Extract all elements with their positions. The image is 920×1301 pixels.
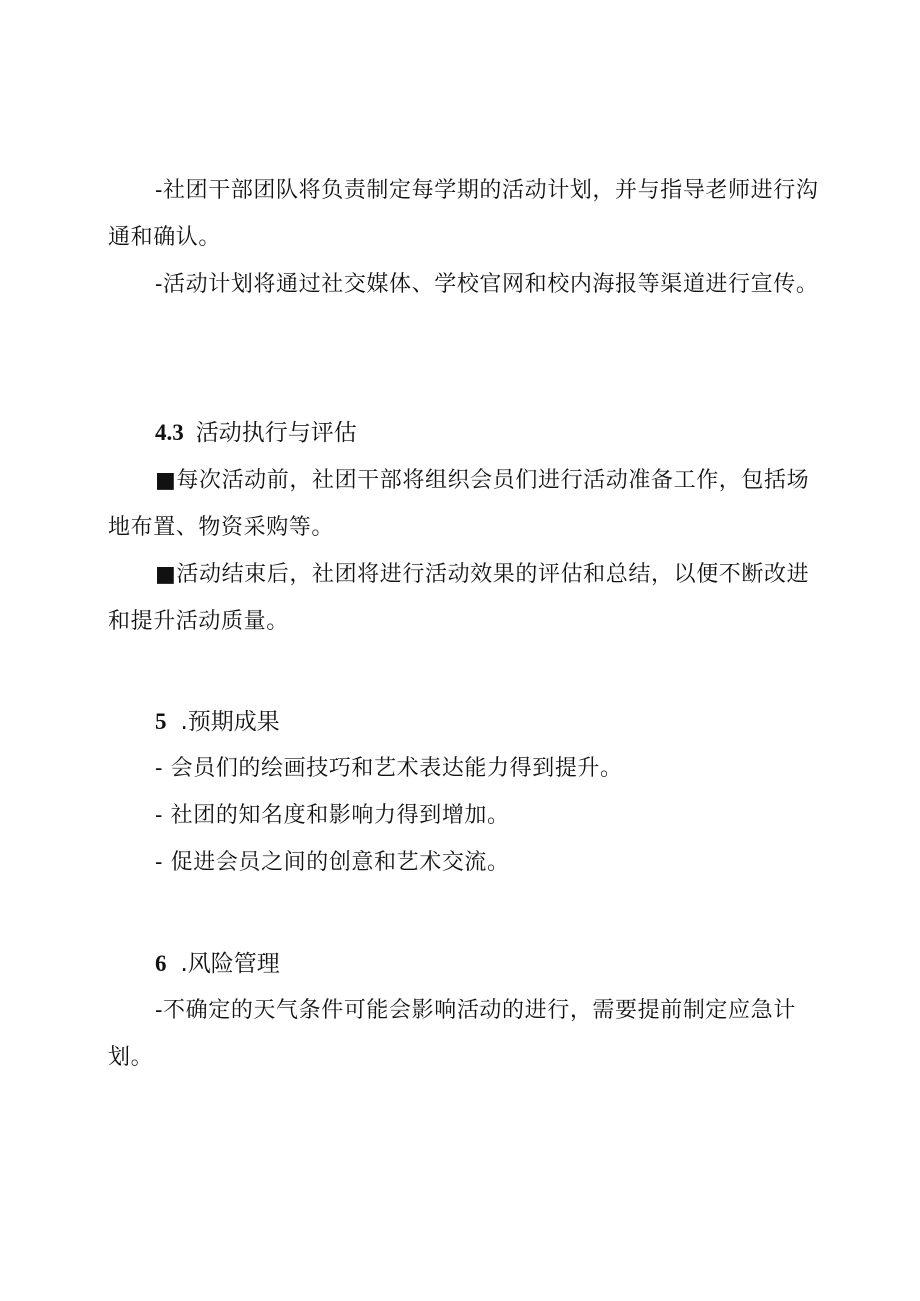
section-number: 6 (155, 951, 167, 976)
section-title: .风险管理 (180, 951, 280, 977)
paragraph-preparation: ■每次活动前，社团干部将组织会员们进行活动准备工作，包括场地布置、物资采购等。 (108, 468, 810, 540)
section-heading-5 (155, 706, 280, 738)
list-item: - 社团的知名度和影响力得到增加。 (155, 803, 510, 828)
paragraph-weather-risk: -不确定的天气条件可能会影响活动的进行，需要提前制定应急计划。 (108, 998, 796, 1070)
list-item: - 会员们的绘画技巧和艺术表达能力得到提升。 (155, 756, 623, 781)
section-heading-4-3 (155, 417, 357, 449)
section-heading-6 (155, 948, 280, 980)
paragraph-evaluation: ■活动结束后，社团将进行活动效果的评估和总结，以便不断改进和提升活动质量。 (108, 562, 810, 634)
paragraph-promotion: -活动计划将通过社交媒体、学校官网和校内海报等渠道进行宣传。 (155, 272, 819, 297)
section-number: 5 (155, 709, 167, 734)
section-number: 4.3 (155, 420, 184, 445)
section-title: 活动执行与评估 (195, 420, 357, 446)
paragraph-activity-plan: -社团干部团队将负责制定每学期的活动计划，并与指导老师进行沟通和确认。 (108, 178, 819, 250)
section-title: .预期成果 (180, 709, 280, 735)
list-item: - 促进会员之间的创意和艺术交流。 (155, 850, 510, 875)
